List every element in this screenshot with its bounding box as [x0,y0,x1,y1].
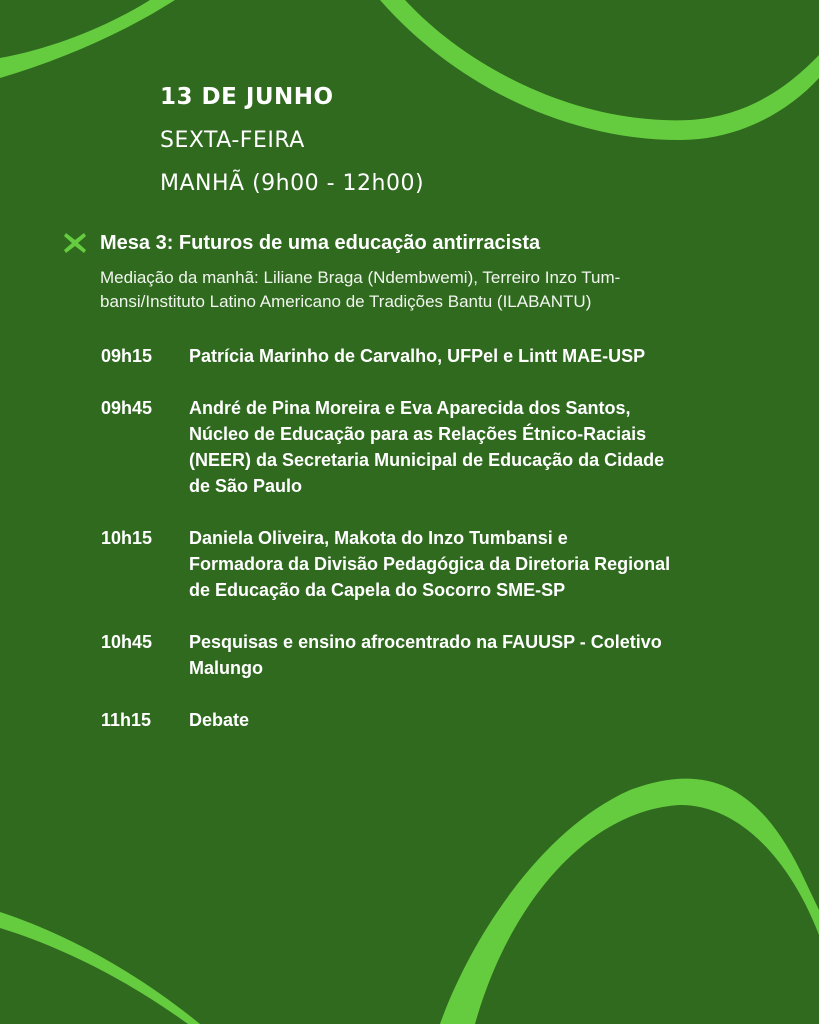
schedule-time: 10h45 [101,632,153,652]
description-line: Daniela Oliveira, Makota do Inzo Tumbansi e [189,528,568,548]
schedule-description [189,707,734,733]
schedule-time: 11h15 [101,710,152,730]
description-line: (NEER) da Secretaria Municipal de Educação da Cidade [189,450,665,470]
session-mediation [100,266,730,314]
description-line: de São Paulo [189,476,303,496]
description-line: de Educação da Capela do Socorro SME-SP [189,580,566,600]
schedule-item [101,343,751,369]
wave-top-left [0,0,175,78]
description-line: André de Pina Moreira e Eva Aparecida dos Santos, [189,398,631,418]
wave-top-right [380,0,819,140]
schedule-description [189,525,734,603]
schedule-list [101,343,751,759]
schedule-item [101,629,751,681]
wave-bottom-left [0,912,200,1024]
schedule-item [101,395,751,499]
description-line: Malungo [189,658,263,678]
date-header [160,82,424,212]
schedule-time: 10h15 [101,528,153,548]
session-title-row [62,230,762,256]
schedule-item [101,707,751,733]
event-date: 13 DE JUNHO [160,84,334,110]
description-line: Núcleo de Educação para as Relações Étnico-Raciais [189,424,647,444]
mediation-line: Mediação da manhã: Liliane Braga (Ndembwemi), Terreiro Inzo Tum- [100,268,621,287]
event-weekday: SEXTA-FEIRA [160,128,305,153]
schedule-time: 09h15 [101,346,153,366]
session-title: Mesa 3: Futuros de uma educação antirracista [100,232,541,254]
schedule-description [189,629,734,681]
mediation-line: bansi/Instituto Latino Americano de Tradições Bantu (ILABANTU) [100,292,592,311]
session-block [62,230,762,314]
description-line: Formadora da Divisão Pedagógica da Diretoria Regional [189,554,671,574]
schedule-time: 09h45 [101,398,153,418]
description-line: Pesquisas e ensino afrocentrado na FAUUSP - Coletivo [189,632,662,652]
schedule-description [189,395,734,499]
x-cross-icon [62,230,88,256]
wave-bottom-right [440,779,819,1024]
schedule-item [101,525,751,603]
event-period: MANHÃ (9h00 - 12h00) [160,171,425,196]
schedule-description [189,343,734,369]
description-line: Patrícia Marinho de Carvalho, UFPel e Lintt MAE-USP [189,346,646,366]
description-line: Debate [189,710,250,730]
